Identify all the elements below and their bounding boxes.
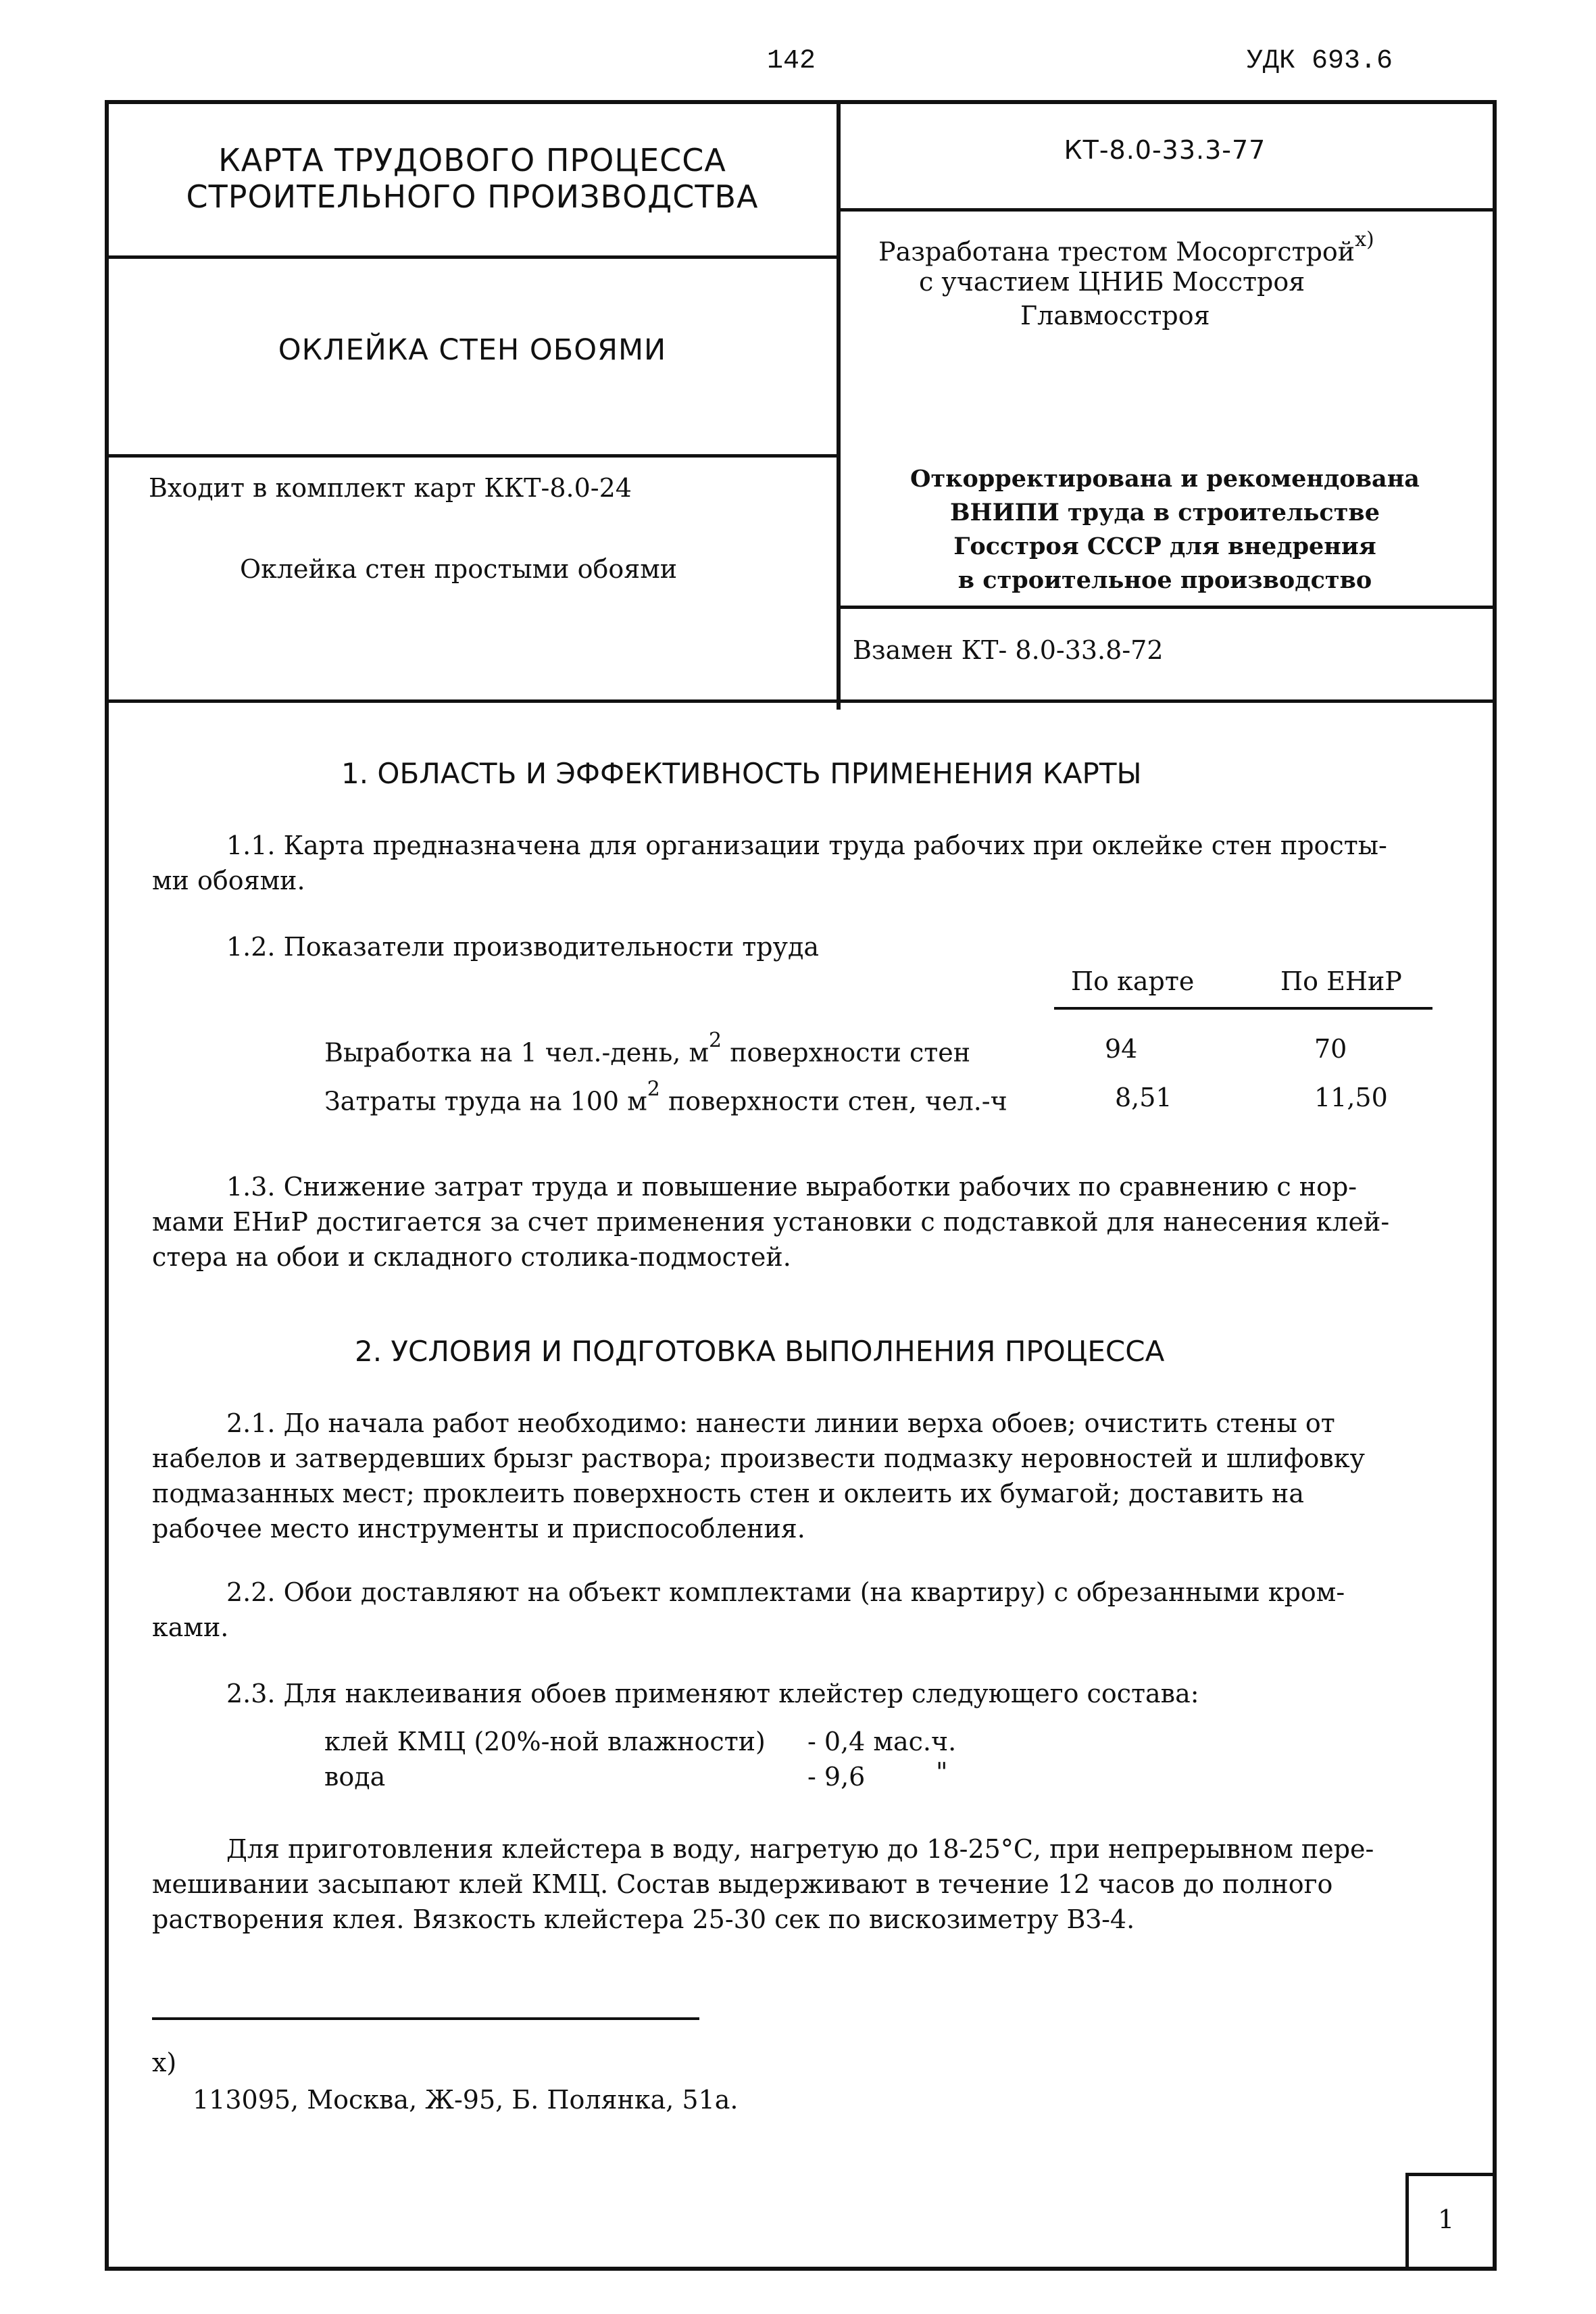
sheet-number: 1: [1438, 2205, 1455, 2234]
composition-item1-name: клей КМЦ (20%-ной влажности): [324, 1727, 766, 1756]
table-row1-by-card: 94: [1105, 1034, 1138, 1064]
card-set-name: Оклейка стен простыми обоями: [240, 554, 678, 584]
header-rule: [105, 699, 1497, 703]
paragraph-2-1-line3: подмазанных мест; проклеить поверхность стен и оклеить их бумагой; доставить на: [152, 1479, 1304, 1508]
card-title-line1: КАРТА ТРУДОВОГО ПРОЦЕССА: [218, 142, 726, 178]
header-rule: [837, 606, 1497, 609]
table-row1-by-enir: 70: [1314, 1034, 1347, 1064]
table-header-rule: [1054, 1007, 1432, 1010]
footnote-rule: [152, 2017, 699, 2020]
table-row1-label: Выработка на 1 чел.-день, $м^2$ поверхности стен: [324, 1029, 971, 1068]
developer-line2: с участием ЦНИБ Мосстроя: [919, 267, 1305, 297]
composition-item2-value: - 9,6: [807, 1762, 866, 1792]
paragraph-2-3: 2.3. Для наклеивания обоев применяют клейстер следующего состава:: [226, 1679, 1199, 1708]
paragraph-1-1-line1: 1.1. Карта предназначена для организации труда рабочих при оклейке стен просты-: [226, 831, 1387, 860]
paragraph-1-2: 1.2. Показатели производительности труда: [226, 932, 820, 962]
footnote-address: 113095, Москва, Ж-95, Б. Полянка, 51а.: [193, 2085, 739, 2115]
footnote-ref: x): [1355, 228, 1374, 251]
composition-item1-value: - 0,4 мас.ч.: [807, 1727, 957, 1756]
header-rule: [837, 208, 1497, 212]
paragraph-1-1-line2: ми обоями.: [152, 866, 305, 895]
paragraph-1-3-line2: мами ЕНиР достигается за счет применения установки с подставкой для нанесения клей-: [152, 1207, 1390, 1237]
table-row2-by-enir: 11,50: [1314, 1083, 1388, 1112]
preparation-line3: растворения клея. Вязкость клейстера 25-30 сек по вискозиметру ВЗ-4.: [152, 1904, 1135, 1934]
card-title-line2: СТРОИТЕЛЬНОГО ПРОИЗВОДСТВА: [186, 178, 759, 215]
developer-line1: Разработана трестом Мосоргстрой$^{x)}$: [878, 228, 1374, 267]
corrected-line2: ВНИПИ труда в строительстве: [949, 499, 1380, 526]
header-divider-vertical: [837, 100, 841, 710]
corrected-line4: в строительное производство: [957, 566, 1372, 594]
paragraph-2-1-line1: 2.1. До начала работ необходимо: нанести линии верха обоев; очистить стены от: [226, 1408, 1335, 1438]
paragraph-2-2-line2: ками.: [152, 1613, 229, 1642]
replaces-line: Взамен КТ- 8.0-33.8-72: [853, 635, 1164, 665]
paragraph-2-1-line4: рабочее место инструменты и приспособления.: [152, 1514, 805, 1544]
composition-item2-name: вода: [324, 1762, 386, 1792]
header-rule: [105, 454, 840, 458]
preparation-line2: мешивании засыпают клей КМЦ. Состав выдерживают в течение 12 часов до полного: [152, 1869, 1333, 1899]
paragraph-1-3-line3: стера на обои и складного столика-подмостей.: [152, 1242, 791, 1272]
udk-code: УДК 693.6: [1247, 46, 1393, 76]
card-set-line: Входит в комплект карт ККТ-8.0-24: [149, 473, 632, 503]
table-col-by-card: По карте: [1071, 966, 1195, 996]
card-code: КТ-8.0-33.3-77: [1064, 135, 1266, 165]
footnote-mark: x): [152, 2048, 177, 2077]
table-row2-label: Затраты труда на 100 $м^2$ поверхности стен, чел.-ч: [324, 1077, 1007, 1116]
table-col-by-enir: По ЕНиР: [1280, 966, 1402, 996]
section1-heading: 1. ОБЛАСТЬ И ЭФФЕКТИВНОСТЬ ПРИМЕНЕНИЯ КАРТЫ: [341, 757, 1142, 790]
developer-line3: Главмосстроя: [1020, 301, 1210, 330]
paragraph-2-2-line1: 2.2. Обои доставляют на объект комплектами (на квартиру) с обрезанными кром-: [226, 1577, 1345, 1607]
section2-heading: 2. УСЛОВИЯ И ПОДГОТОВКА ВЫПОЛНЕНИЯ ПРОЦЕССА: [355, 1335, 1165, 1368]
paragraph-2-1-line2: набелов и затвердевших брызг раствора; произвести подмазку неровностей и шлифовку: [152, 1444, 1365, 1473]
card-subject: ОКЛЕЙКА СТЕН ОБОЯМИ: [278, 333, 667, 367]
ditto-mark: ": [936, 1757, 948, 1787]
page-number: 142: [767, 46, 816, 76]
corrected-line3: Госстроя СССР для внедрения: [953, 533, 1376, 560]
paragraph-1-3-line1: 1.3. Снижение затрат труда и повышение выработки рабочих по сравнению с нор-: [226, 1172, 1357, 1202]
preparation-line1: Для приготовления клейстера в воду, нагретую до 18-25°С, при непрерывном пере-: [226, 1834, 1374, 1864]
corrected-line1: Откорректирована и рекомендована: [910, 465, 1420, 493]
table-row2-by-card: 8,51: [1115, 1083, 1172, 1112]
header-rule: [105, 255, 840, 259]
